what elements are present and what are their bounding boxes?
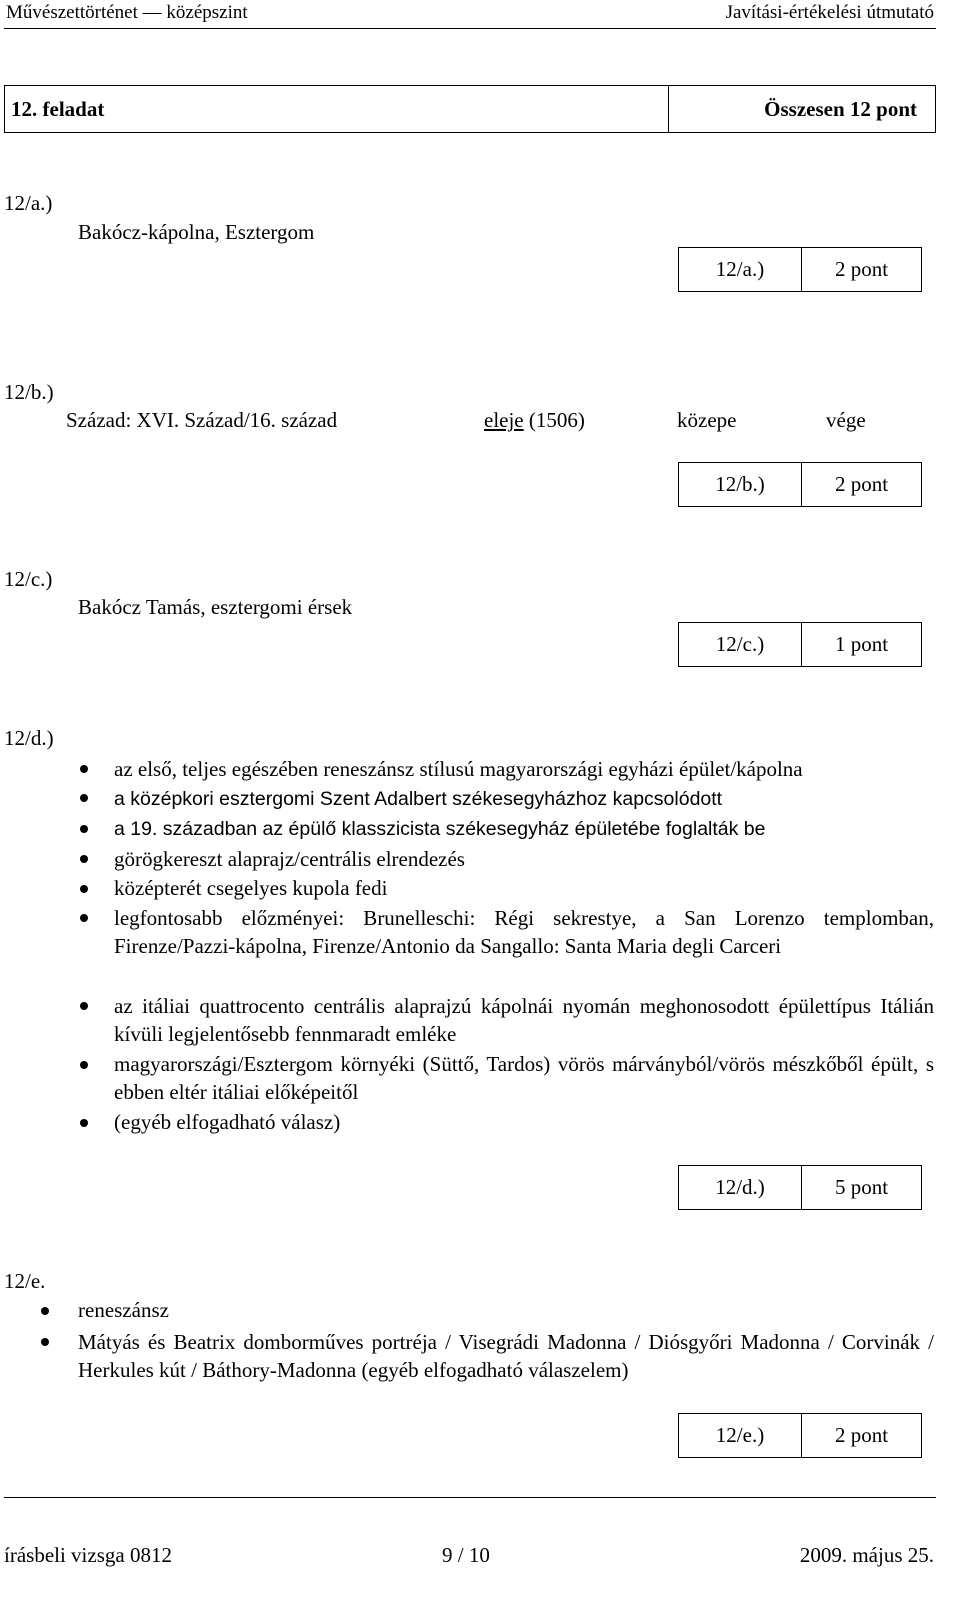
d-item: az első, teljes egészében reneszánsz stílusú magyarországi egyházi épület/kápolna <box>114 757 803 781</box>
d-item: a középkori esztergomi Szent Adalbert székesegyházhoz kapcsolódott <box>114 788 723 810</box>
footer-date: 2009. május 25. <box>799 1543 934 1567</box>
d-bullet <box>80 794 88 802</box>
header-rule <box>4 28 936 29</box>
a-score-code: 12/a.) <box>679 248 802 291</box>
task-total-points: Összesen 12 pont <box>764 96 917 121</box>
d-bullet <box>80 765 88 773</box>
c-score-points: 1 pont <box>834 632 889 656</box>
d-score-code: 12/d.) <box>679 1166 802 1209</box>
footer-rule <box>4 1497 936 1498</box>
b-option-year: (1506) <box>523 408 585 432</box>
a-answer: Bakócz-kápolna, Esztergom <box>78 220 315 244</box>
d-item: (egyéb elfogadható válasz) <box>114 1110 341 1134</box>
d-label: 12/d.) <box>4 726 54 750</box>
d-item: középterét csegelyes kupola fedi <box>114 876 388 900</box>
c-score-code: 12/c.) <box>679 623 802 666</box>
header-guide: Javítási-értékelési útmutató <box>725 2 934 23</box>
task-title-table <box>4 85 936 133</box>
d-item: az itáliai quattrocento centrális alaprajzú kápolnái nyomán meghonosodott épülettípus Itálián kívüli legjelentősebb fennmaradt emléke <box>114 994 934 1046</box>
d-item: magyarországi/Esztergom környéki (Süttő, Tardos) vörös márványból/vörös mészkőből épült, s ebben eltér itáliai előképeitől <box>114 1052 934 1104</box>
b-label: 12/b.) <box>4 380 54 404</box>
c-answer: Bakócz Tamás, esztergomi érsek <box>78 595 353 619</box>
d-bullet <box>80 855 88 863</box>
c-score-box <box>678 622 922 667</box>
d-item: legfontosabb előzményei: Brunelleschi: Régi sekrestye, a San Lorenzo templomban, Firenze/Pazzi-kápolna, Firenze/Antonio da Sangallo: Santa Maria degli Carceri <box>114 906 934 958</box>
a-label: 12/a.) <box>4 191 53 215</box>
e-bullet <box>41 1338 49 1346</box>
footer-exam: írásbeli vizsga 0812 <box>4 1543 172 1567</box>
e-item: reneszánsz <box>78 1298 169 1322</box>
c-label: 12/c.) <box>4 567 53 591</box>
e-score-code: 12/e.) <box>679 1414 802 1457</box>
a-score-points: 2 pont <box>834 257 889 281</box>
b-option-eleje <box>484 408 585 433</box>
b-score-code: 12/b.) <box>679 463 802 506</box>
b-option-vege: vége <box>826 408 866 432</box>
header-subject: Művészettörténet — középszint <box>6 2 248 23</box>
b-answer: Század: XVI. Század/16. század <box>66 408 338 432</box>
d-item: görögkereszt alaprajz/centrális elrendezés <box>114 847 465 871</box>
task-title: 12. feladat <box>5 86 669 132</box>
e-label: 12/e. <box>4 1269 46 1293</box>
d-score-box <box>678 1165 922 1210</box>
e-bullet <box>41 1307 49 1315</box>
b-score-points: 2 pont <box>834 472 889 496</box>
d-item: a 19. században az épülő klasszicista székesegyház épületébe foglalták be <box>114 818 766 840</box>
e-item: Mátyás és Beatrix domborműves portréja / Visegrádi Madonna / Diósgyőri Madonna / Corvinák / Herkules kút / Báthory-Madonna (egyéb elfogadható válaszelem) <box>78 1330 934 1382</box>
b-option-kozepe: közepe <box>677 408 737 432</box>
d-bullet <box>80 885 88 893</box>
d-bullet <box>80 1061 88 1069</box>
b-option-eleje-underlined: eleje <box>484 408 524 432</box>
e-score-box <box>678 1413 922 1458</box>
d-score-points: 5 pont <box>834 1175 889 1199</box>
b-score-box <box>678 462 922 507</box>
footer-page-number: 9 / 10 <box>442 1543 490 1567</box>
d-bullet <box>80 914 88 922</box>
d-bullet <box>80 1002 88 1010</box>
a-score-box <box>678 247 922 292</box>
e-score-points: 2 pont <box>834 1423 889 1447</box>
d-bullet <box>80 825 88 833</box>
d-bullet <box>80 1119 88 1127</box>
